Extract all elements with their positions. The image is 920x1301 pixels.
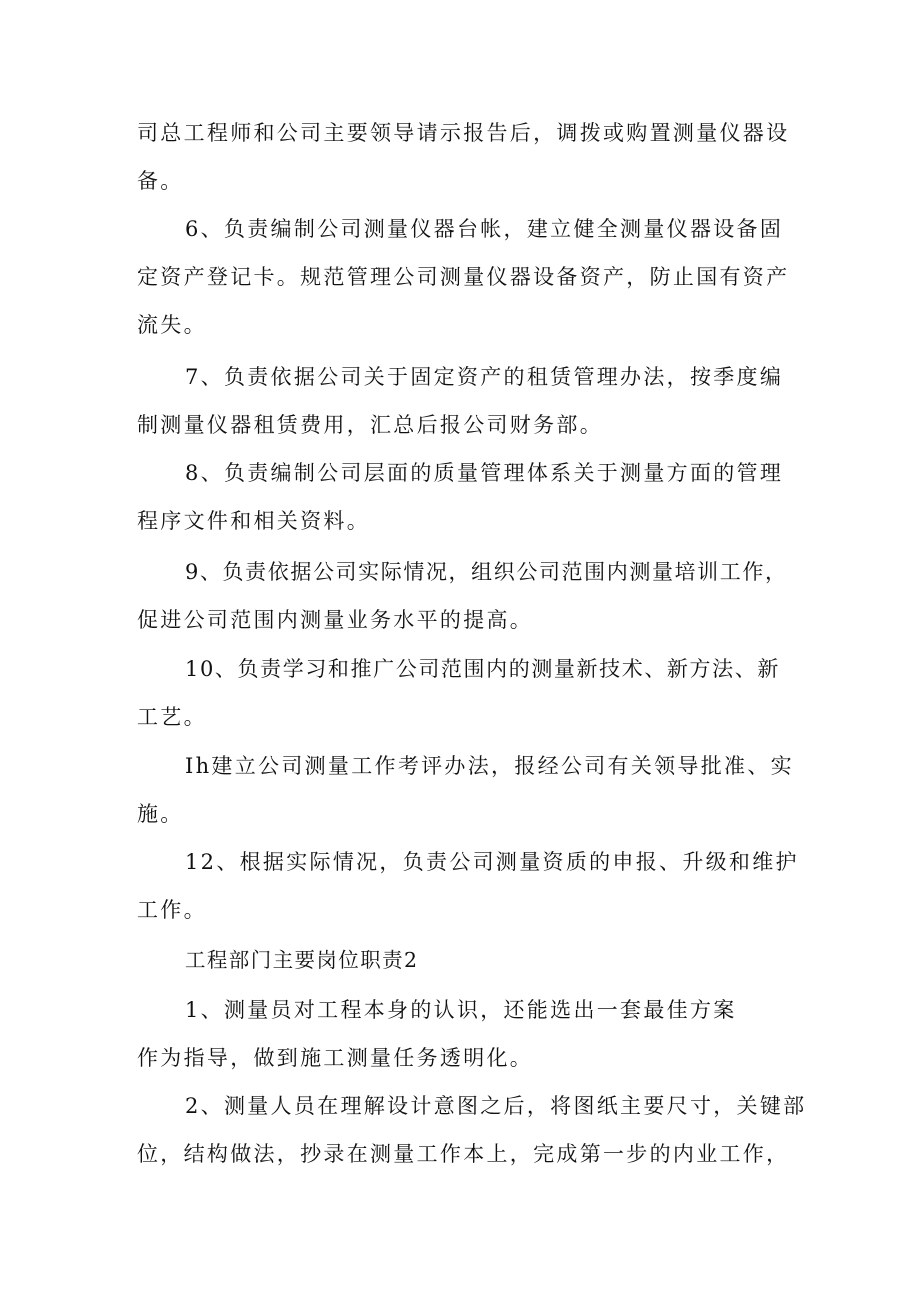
paragraph-line: 1、测量员对工程本身的认识，还能选出一套最佳方案 — [185, 998, 737, 1022]
section-heading: 工程部门主要岗位职责2 — [185, 948, 419, 972]
paragraph-line: 司总工程师和公司主要领导请示报告后，调拨或购置测量仪器设 — [137, 121, 790, 145]
paragraph-line: 施。 — [137, 802, 184, 826]
paragraph-line: 10、负责学习和推广公司范围内的测量新技术、新方法、新 — [185, 657, 780, 681]
paragraph-line: 定资产登记卡。规范管理公司测量仪器设备资产，防止国有资产 — [137, 265, 790, 289]
paragraph-line: 8、负责编制公司层面的质量管理体系关于测量方面的管理 — [185, 461, 784, 485]
paragraph-line: 7、负责依据公司关于固定资产的租赁管理办法，按季度编 — [185, 365, 784, 389]
paragraph-line: Ih建立公司测量工作考评办法，报经公司有关领导批准、实 — [185, 754, 794, 778]
paragraph-line: 作为指导，做到施工测量任务透明化。 — [137, 1046, 534, 1070]
paragraph-line: 2、测量人员在理解设计意图之后，将图纸主要尺寸，关键部 — [185, 1094, 807, 1118]
paragraph-line: 促进公司范围内测量业务水平的提高。 — [137, 608, 534, 632]
paragraph-line: 程序文件和相关资料。 — [137, 509, 370, 533]
paragraph-line: 工艺。 — [137, 705, 207, 729]
paragraph-line: 位，结构做法，抄录在测量工作本上，完成第一步的内业工作， — [137, 1142, 790, 1166]
paragraph-line: 6、负责编制公司测量仪器台帐，建立健全测量仪器设备固 — [185, 217, 784, 241]
paragraph-line: 12、根据实际情况，负责公司测量资质的申报、升级和维护 — [185, 850, 799, 874]
paragraph-line: 流失。 — [137, 313, 207, 337]
paragraph-line: 备。 — [137, 169, 184, 193]
paragraph-line: 工作。 — [137, 898, 207, 922]
paragraph-line: 制测量仪器租赁费用，汇总后报公司财务部。 — [137, 413, 603, 437]
paragraph-line: 9、负责依据公司实际情况，组织公司范围内测量培训工作， — [185, 560, 788, 584]
